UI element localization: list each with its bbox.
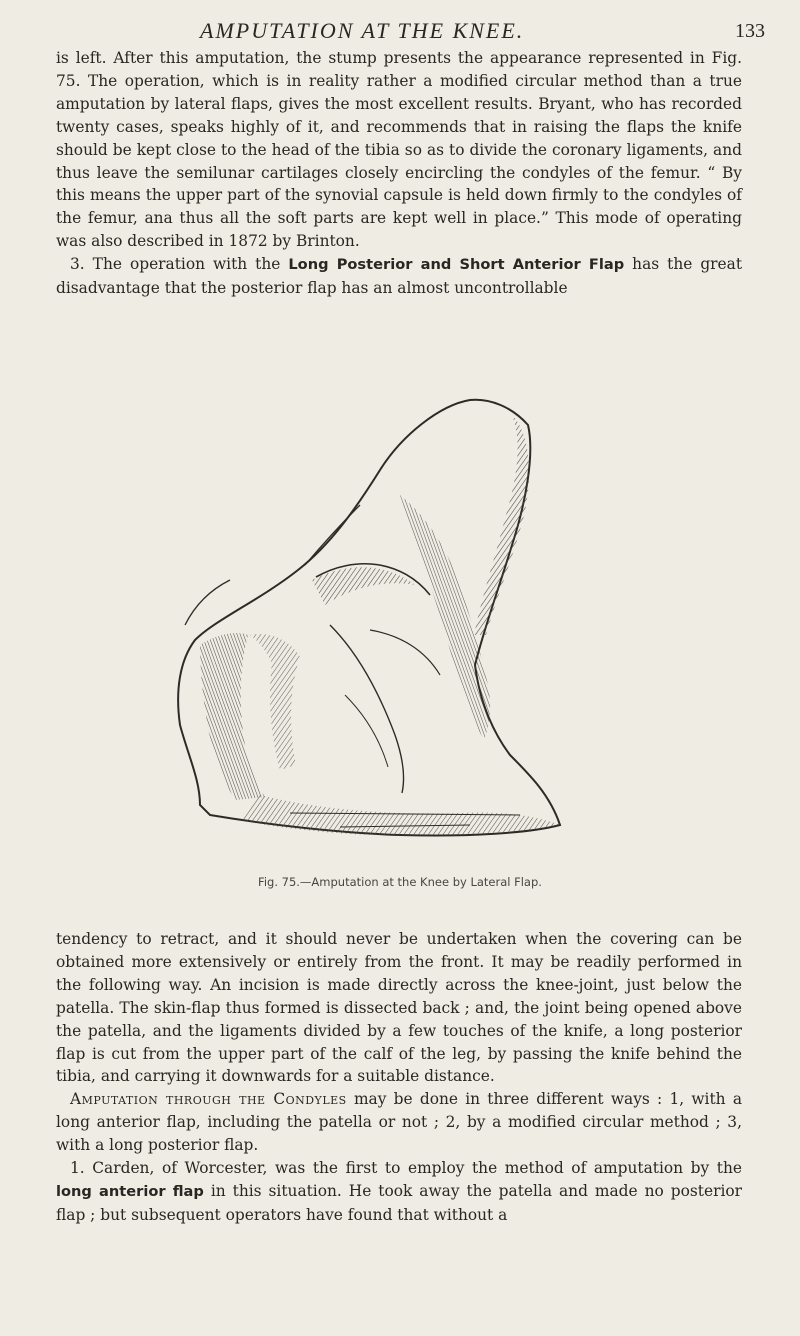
paragraph [56,253,742,300]
running-header [0,10,800,50]
paragraph [56,1157,742,1227]
paragraph-text: 3. The operation with the [70,255,289,274]
figure-illustration [140,395,660,865]
text-block-bottom [56,928,742,1227]
paragraph-text: 1. Carden, of Worcester, was the first to employ the method of amputation by the [70,1159,742,1178]
bold-term: Long Posterior and Short Anterior Flap [288,256,625,274]
bold-term: long anterior flap [56,1182,204,1200]
paragraph: is left. After this amputation, the stump presents the appearance represented in Fig. 75. The operation, which is in reality rather a modified circular method than a true amputation by lateral flaps, gives the most excellent results. Bryant, who has recorded twenty cases, speaks highly of it, and recommends that in raising the flaps the knife should be kept close to the head of the tibia so as to divide the coronary ligaments, and thus leave the semilunar cartilages closely encircling the condyles of the femur. “ By this means the upper part of the synovial capsule is held down firmly to the condyles of the femur, ana thus all the soft parts are kept well in place.” This mode of operating was also described in 1872 by Brinton. [56,49,742,251]
page-number: 133 [735,20,765,42]
figure-caption: Fig. 75.—Amputation at the Knee by Lateral Flap. [258,875,542,889]
knee-amputation-engraving [140,395,660,865]
small-caps-heading: Amputation through the Condyles [70,1090,347,1109]
running-title: AMPUTATION AT THE KNEE. [200,18,525,43]
paragraph [56,1088,742,1157]
text-block-top [56,47,742,300]
paragraph-text: has the great disadvantage that the posterior flap has an almost uncontrollable [56,255,743,298]
paragraph: tendency to retract, and it should never be undertaken when the covering can be obtained more extensively or entirely from the front. It may be readily performed in the following way. An incision is made directly across the knee-joint, just below the patella. The skin-flap thus formed is dissected back ; and, the joint being opened above the patella, and the ligaments divided by a few touches of the knife, a long posterior flap is cut from the upper part of the calf of the leg, by passing the knife behind the tibia, and carrying it downwards for a suitable distance. [56,930,742,1086]
paragraph-text: in this situation. He took away the patella and made no posterior flap ; but subsequent operators have found that without a [56,1181,742,1224]
paragraph-text: may be done in three different ways : 1, with a long anterior flap, including the patella or not ; 2, by a modified circular method ; 3, with a long posterior flap. [56,1090,742,1155]
